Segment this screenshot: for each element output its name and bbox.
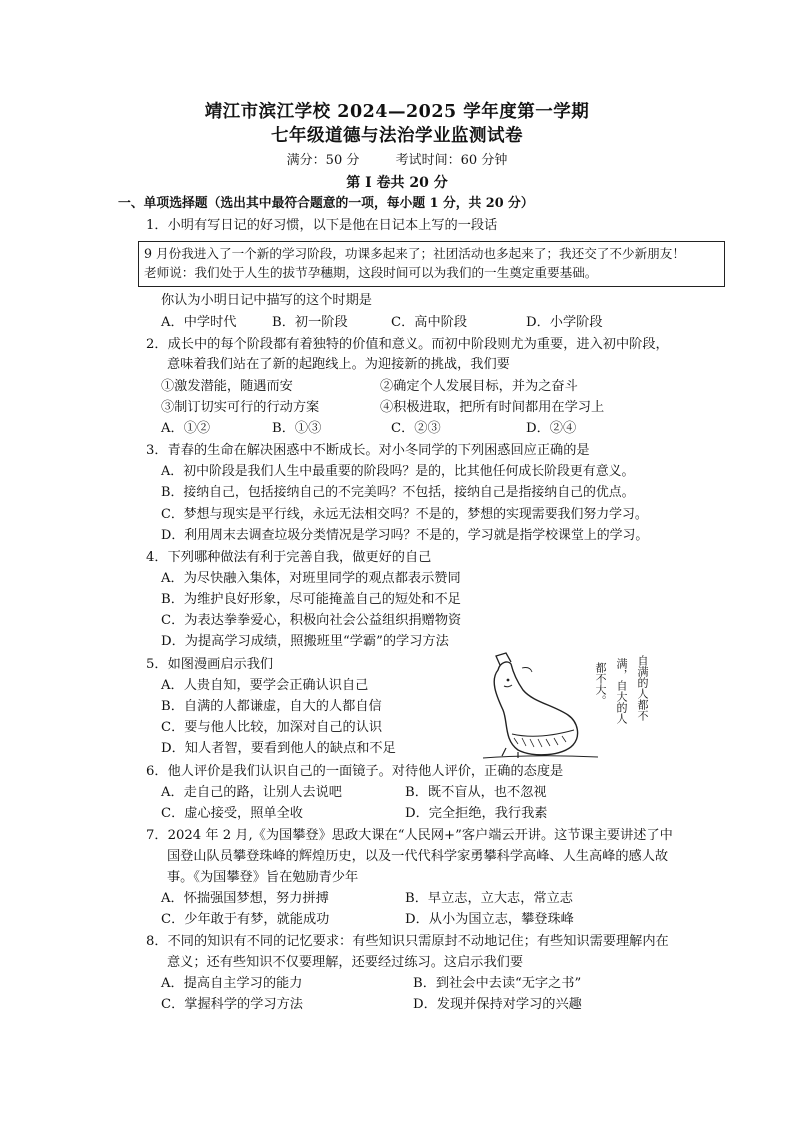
q7-stem-line2: 国登山队员攀登珠峰的辉煌历史，以及一代代科学家勇攀科学高峰、人生高峰的感人故 [167,849,669,864]
q2-item-4: ④积极进取，把所有时间都用在学习上 [380,400,605,415]
q5-option-c: C．要与他人比较，加深对自己的认识 [161,720,383,735]
q6-stem: 6．他人评价是我们认识自己的一面镜子。对待他人评价，正确的态度是 [146,764,564,779]
q4-stem: 4．下列哪种做法有利于完善自我，做更好的自己 [146,550,432,565]
q4-option-a: A．为尽快融入集体，对班里同学的观点都表示赞同 [161,571,461,586]
section-title: 第 I 卷共 20 分 [346,175,448,191]
q1-option-a: A．中学时代 [161,315,237,330]
cartoon-text-col3: 都不大。 [594,662,607,706]
q7-option-d: D．从小为国立志，攀登珠峰 [405,912,574,927]
q7-option-b: B．早立志，立大志，常立志 [405,891,573,906]
q1-box-line2: 老师说：我们处于人生的拔节孕穗期，这段时间可以为我们的一生奠定重要基础。 [144,265,598,280]
q5-option-b: B．自满的人都谦虚，自大的人都自信 [161,699,382,714]
q6-option-b: B．既不盲从，也不忽视 [405,785,547,800]
q2-option-c: C．②③ [391,421,441,436]
q6-option-a: A．走自己的路，让别人去说吧 [161,785,342,800]
full-marks: 满分：50 分 [286,153,360,168]
q2-item-3: ③制订切实可行的行动方案 [161,400,320,415]
q8-stem-line1: 8．不同的知识有不同的记忆要求：有些知识只需原封不动地记住；有些知识需要理解内在 [146,934,669,949]
q3-stem: 3．青春的生命在解决困惑中不断成长。对小冬同学的下列困惑回应正确的是 [146,443,590,458]
q3-option-b: B．接纳自己，包括接纳自己的不完美吗？不包括，接纳自己是指接纳自己的优点。 [161,485,635,500]
q5-option-a: A．人贵自知，要学会正确认识自己 [161,678,369,693]
q1-question: 你认为小明日记中描写的这个时期是 [161,293,372,308]
q8-option-d: D．发现并保持对学习的兴趣 [413,997,582,1012]
exam-meta [0,149,794,168]
q4-option-d: D．为提高学习成绩，照搬班里“学霸”的学习方法 [161,634,449,649]
q1-option-b: B．初一阶段 [272,315,348,330]
q2-stem-line1: 2．成长中的每个阶段都有着独特的价值和意义。而初中阶段则尤为重要，进入初中阶段， [146,337,669,352]
q2-option-a: A．①② [161,421,211,436]
q3-option-d: D．利用周末去调查垃圾分类情况是学习吗？不是的，学习就是指学校课堂上的学习。 [161,528,649,543]
q1-box-line1: 9 月份我进入了一个新的学习阶段，功课多起来了；社团活动也多起来了；我还交了不少新朋友！ [144,246,685,261]
q1-stem: 1．小明有写日记的好习惯，以下是他在日记本上写的一段话 [146,218,498,233]
q2-item-2: ②确定个人发展目标，并为之奋斗 [380,379,578,394]
q2-option-d: D．②④ [526,421,577,436]
q7-stem-line3: 事。《为国攀登》旨在勉励青少年 [167,870,359,885]
q5-stem: 5．如图漫画启示我们 [146,657,274,672]
q2-item-1: ①激发潜能，随遇而安 [161,379,293,394]
exam-title-line2: 七年级道德与法治学业监测试卷 [271,126,523,146]
cartoon-text-col1: 自满的人都不 [636,655,649,721]
q6-option-c: C．虚心接受，照单全收 [161,806,303,821]
q3-option-a: A．初中阶段是我们人生中最重要的阶段吗？是的，比其他任何成长阶段更有意义。 [161,464,635,479]
cartoon-text-col2: 满，自大的人 [615,658,628,724]
q1-option-c: C．高中阶段 [391,315,468,330]
q7-option-a: A．怀揣强国梦想，努力拼搏 [161,891,329,906]
q7-option-c: C．少年敢于有梦，就能成功 [161,912,330,927]
q2-option-b: B．①③ [272,421,322,436]
q4-option-c: C．为表达拳拳爱心，积极向社会公益组织捐赠物资 [161,613,462,628]
exam-time: 考试时间：60 分钟 [395,153,508,168]
q5-option-d: D．知人者智，要看到他人的缺点和不足 [161,741,396,756]
q8-option-b: B．到社会中去读“无字之书” [413,976,582,991]
q7-stem-line1: 7．2024 年 2 月,《为国攀登》思政大课在“人民网+”客户端云开讲。这节课主要讲述了中 [146,828,673,843]
q8-stem-line2: 意义；还有些知识不仅要理解，还要经过练习。这启示我们要 [167,955,524,970]
q8-option-a: A．提高自主学习的能力 [161,976,303,991]
q6-option-d: D．完全拒绝，我行我素 [405,806,548,821]
q3-option-c: C．梦想与现实是平行线，永远无法相交吗？不是的，梦想的实现需要我们努力学习。 [161,507,648,522]
q2-stem-line2: 意味着我们站在了新的起跑线上。为迎接新的挑战，我们要 [167,357,510,372]
q4-option-b: B．为维护良好形象，尽可能掩盖自己的短处和不足 [161,592,461,607]
exam-title-line1: 靖江市滨江学校 2024—2025 学年度第一学期 [204,102,590,122]
part1-heading: 一、单项选择题（选出其中最符合题意的一项，每小题 1 分，共 20 分） [118,196,534,211]
q8-option-c: C．掌握科学的学习方法 [161,997,303,1012]
q1-option-d: D．小学阶段 [526,315,603,330]
